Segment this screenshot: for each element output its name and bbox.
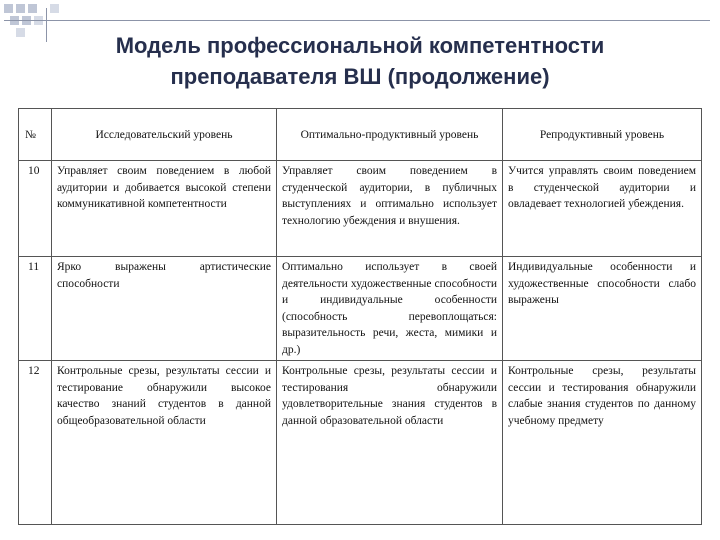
table-row — [19, 361, 702, 525]
cell-optimal: Управляет своим поведением в студенческой аудитории, в публичных выступлениях и оптимально использует технологию убеждения и внушения. — [277, 161, 503, 257]
decorative-horizontal-line — [4, 20, 710, 21]
slide-title — [20, 30, 700, 92]
table-header-row — [19, 109, 702, 161]
cell-research: Контрольные срезы, результаты сессии и тестирование обнаружили высокое качество знаний студентов в данной общеобразовательной области — [52, 361, 277, 525]
table-row — [19, 161, 702, 257]
cell-optimal: Контрольные срезы, результаты сессии и тестирования обнаружили удовлетворительные знания студентов в данной образовательной области — [277, 361, 503, 525]
row-number: 12 — [19, 361, 52, 525]
row-number: 11 — [19, 257, 52, 361]
row-number: 10 — [19, 161, 52, 257]
header-reproductive-level: Репродуктивный уровень — [503, 109, 702, 161]
cell-research: Ярко выражены артистические способности — [52, 257, 277, 361]
cell-reproductive: Индивидуальные особенности и художественные способности слабо выражены — [503, 257, 702, 361]
competence-table — [18, 108, 702, 525]
header-research-level: Исследовательский уровень — [52, 109, 277, 161]
cell-reproductive: Учится управлять своим поведением в студенческой аудитории и овладевает технологией убеждения. — [503, 161, 702, 257]
header-optimal-level: Оптимально-продуктивный уровень — [277, 109, 503, 161]
header-number: № — [19, 109, 52, 161]
cell-research: Управляет своим поведением в любой аудитории и добивается высокой степени коммуникативной компетентности — [52, 161, 277, 257]
slide-title-line-1: Модель профессиональной компетентности — [115, 33, 605, 58]
table-row — [19, 257, 702, 361]
slide-title-line-2: преподавателя ВШ (продолжение) — [170, 64, 550, 89]
cell-reproductive: Контрольные срезы, результаты сессии и тестирования обнаружили слабые знания студентов по данному учебному предмету — [503, 361, 702, 525]
cell-optimal: Оптимально использует в своей деятельности художественные способности и индивидуальные особенности (способность перевоплощаться: выразительность речи, жеста, мимики и др.) — [277, 257, 503, 361]
